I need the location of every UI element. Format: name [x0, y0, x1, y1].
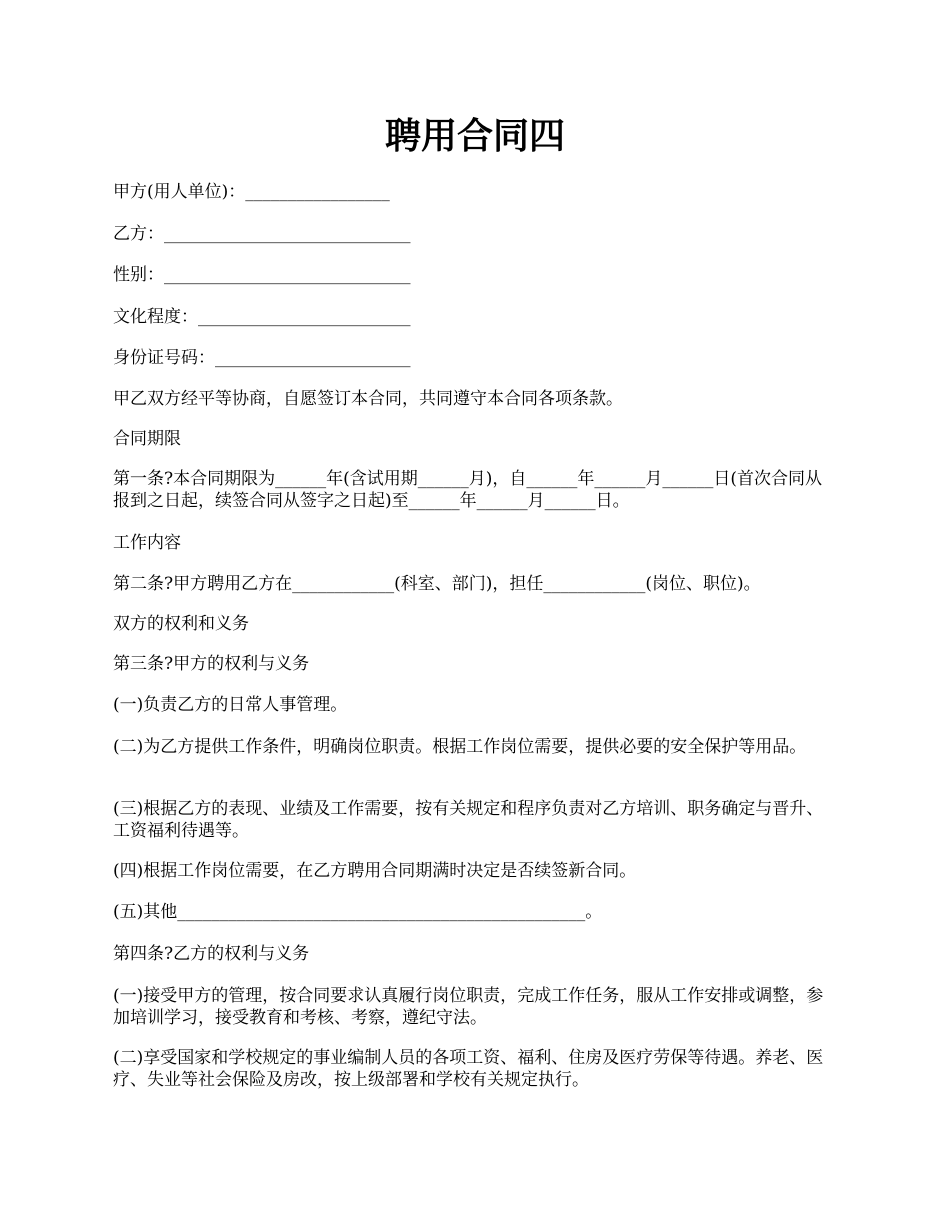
party-b-field: 乙方：_____________________________	[113, 224, 411, 244]
article-3-item-2: (二)为乙方提供工作条件，明确岗位职责。根据工作岗位需要，提供必要的安全保护等用品。	[113, 737, 807, 757]
article-4-item-1: (一)接受甲方的管理，按合同要求认真履行岗位职责，完成工作任务，服从工作安排或调整，参加培训学习，接受教育和考核、考察，遵纪守法。	[113, 986, 824, 1028]
article-3-item-4: (四)根据工作岗位需要，在乙方聘用合同期满时决定是否续签新合同。	[113, 861, 637, 881]
article-3-item-1: (一)负责乙方的日常人事管理。	[113, 695, 348, 715]
section-heading-term: 合同期限	[113, 429, 181, 449]
party-a-field: 甲方(用人单位)：_________________	[113, 182, 390, 202]
section-heading-work: 工作内容	[113, 533, 181, 553]
preamble-paragraph: 甲乙双方经平等协商，自愿签订本合同，共同遵守本合同各项条款。	[113, 389, 623, 409]
article-1-paragraph: 第一条?本合同期限为______年(含试用期______月)，自______年______月______日(首次合同从报到之日起，续签合同从签字之日起)至______年______月______日。	[113, 469, 823, 511]
article-3-heading: 第三条?甲方的权利与义务	[113, 654, 310, 674]
article-4-item-2: (二)享受国家和学校规定的事业编制人员的各项工资、福利、住房及医疗劳保等待遇。养老、医疗、失业等社会保险及房改，按上级部署和学校有关规定执行。	[113, 1048, 824, 1090]
section-heading-rights: 双方的权利和义务	[113, 614, 249, 634]
article-3-item-5: (五)其他________________________________________________。	[113, 902, 603, 922]
document-title: 聘用合同四	[384, 115, 565, 157]
article-4-heading: 第四条?乙方的权利与义务	[113, 944, 310, 964]
gender-field: 性别：_____________________________	[113, 265, 411, 285]
article-3-item-3: (三)根据乙方的表现、业绩及工作需要，按有关规定和程序负责对乙方培训、职务确定与晋升、工资福利待遇等。	[113, 799, 824, 841]
id-number-field: 身份证号码：_______________________	[113, 348, 411, 368]
education-field: 文化程度：_________________________	[113, 307, 411, 327]
article-2-paragraph: 第二条?甲方聘用乙方在____________(科室、部门)，担任____________(岗位、职位)。	[113, 574, 761, 594]
